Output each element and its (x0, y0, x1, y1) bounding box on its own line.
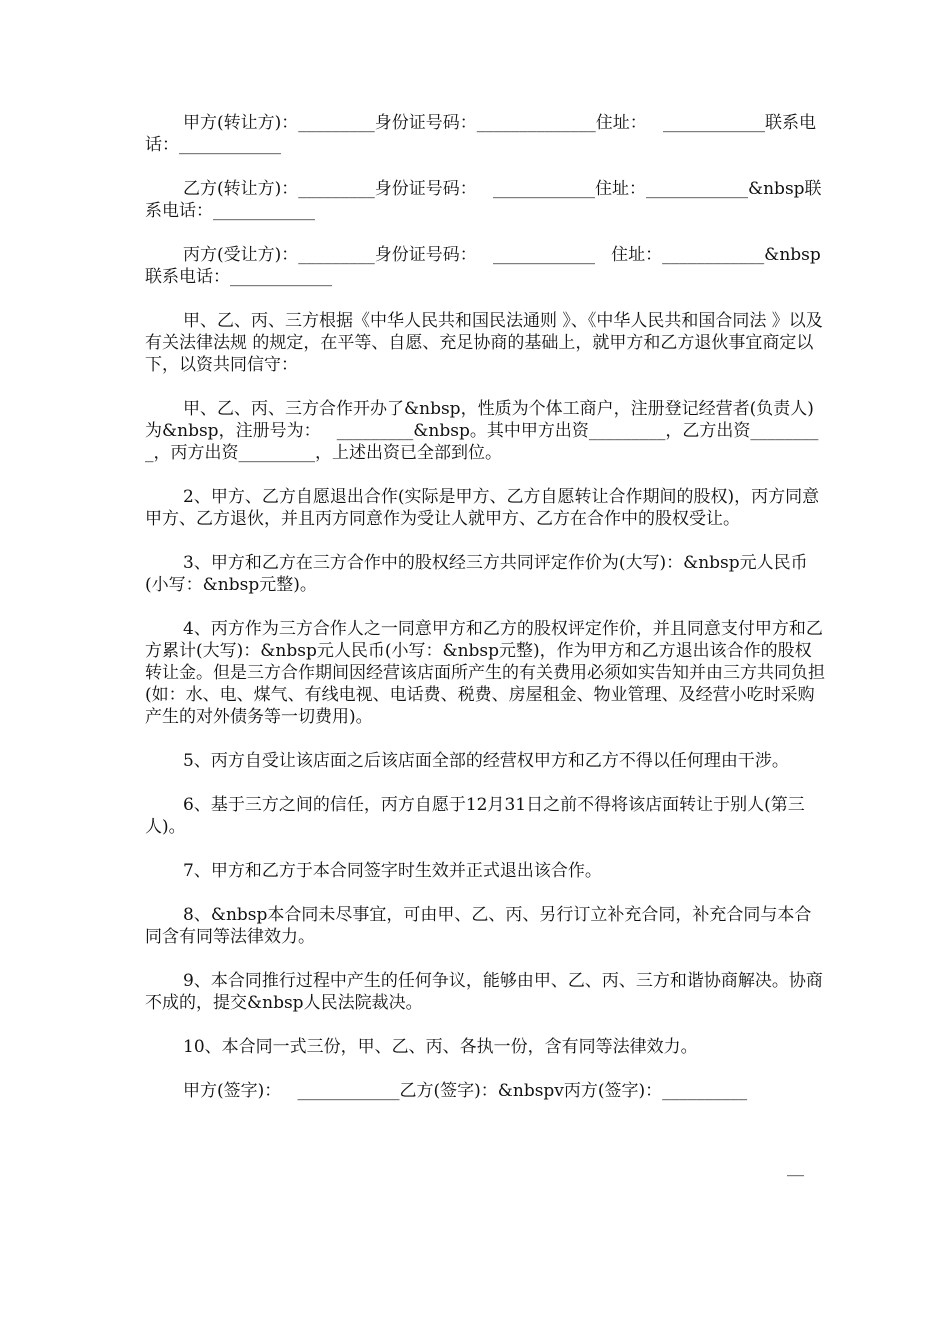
signature-underline-tail: __ (787, 1157, 804, 1177)
clause-10: 10、本合同一式三份，甲、乙、丙、各执一份，含有同等法律效力。 (183, 1037, 698, 1057)
clause-5: 5、丙方自受让该店面之后该店面全部的经营权甲方和乙方不得以任何理由干涉。 (183, 751, 789, 771)
clause-2: 2、甲方、乙方自愿退出合作(实际是甲方、乙方自愿转让合作期间的股权)，丙方同意甲方、乙方退伙，并且丙方同意作为受让人就甲方、乙方在合作中的股权受让。 (145, 487, 820, 529)
preamble-paragraph: 甲、乙、丙、三方根据《中华人民共和国民法通则 》、《中华人民共和国合同法 》以及有关法律法规 的规定，在平等、自愿、充足协商的基础上，就甲方和乙方退伙事宜商定以下，以资共同信守： (145, 311, 823, 375)
contract-body (145, 112, 827, 1124)
clause-8: 8、&nbsp本合同未尽事宜，可由甲、乙、丙、另行订立补充合同，补充合同与本合同含有同等法律效力。 (145, 905, 812, 947)
party-a-info: 甲方(转让方)：_________身份证号码：______________住址： ____________联系电话：____________ (145, 113, 816, 155)
clause-3: 3、甲方和乙方在三方合作中的股权经三方共同评定作价为(大写)：&nbsp元人民币(小写：&nbsp元整)。 (145, 553, 808, 595)
clause-6: 6、基于三方之间的信任，丙方自愿于12月31日之前不得将该店面转让于别人(第三人)。 (145, 795, 805, 837)
party-c-info: 丙方(受让方)：_________身份证号码： ____________ 住址：____________&nbsp联系电话：____________ (145, 245, 821, 287)
party-b-info: 乙方(转让方)：_________身份证号码： ____________住址：____________&nbsp联系电话：____________ (145, 179, 822, 221)
clause-1: 甲、乙、丙、三方合作开办了&nbsp，性质为个体工商户，注册登记经营者(负责人)为&nbsp，注册号为： _________&nbsp。其中甲方出资_________，乙方出资_________，丙方出资_________，上述出资已全部到位。 (145, 399, 819, 463)
signature-line: 甲方(签字)： ____________乙方(签字)：&nbspv丙方(签字)：__________ (183, 1081, 748, 1101)
clause-7: 7、甲方和乙方于本合同签字时生效并正式退出该合作。 (183, 861, 602, 881)
clause-4: 4、丙方作为三方合作人之一同意甲方和乙方的股权评定作价，并且同意支付甲方和乙方累计(大写)：&nbsp元人民币(小写：&nbsp元整)，作为甲方和乙方退出该合作的股权转让金。但是三方合作期间因经营该店面所产生的有关费用必须如实告知并由三方共同负担(如：水、电、煤气、有线电视、电话费、税费、房屋租金、物业管理、及经营小吃时采购产生的对外债务等一切费用)。 (145, 619, 825, 727)
clause-9: 9、本合同推行过程中产生的任何争议，能够由甲、乙、丙、三方和谐协商解决。协商不成的，提交&nbsp人民法院裁决。 (145, 971, 823, 1013)
